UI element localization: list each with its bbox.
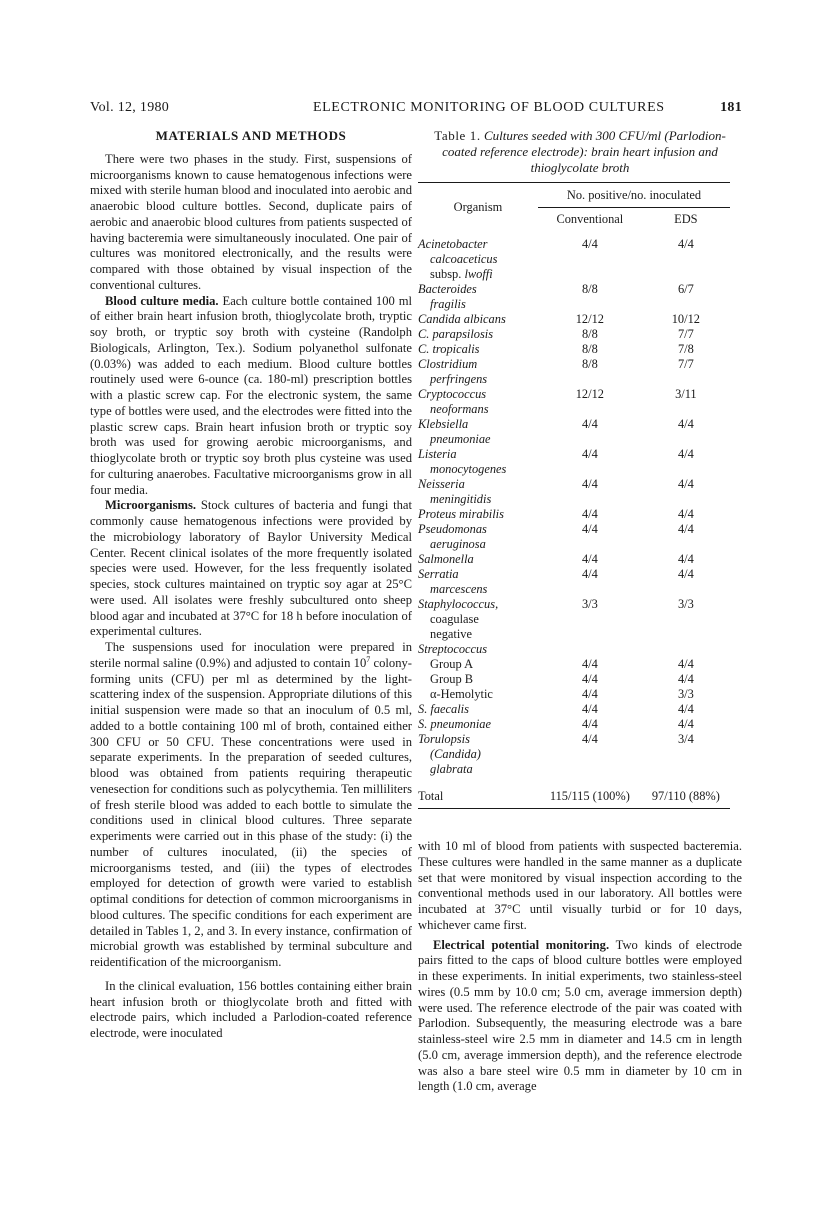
table-row	[418, 657, 730, 672]
conventional-cell: 4/4	[581, 237, 598, 251]
table-row	[418, 342, 730, 357]
conventional-cell: 4/4	[581, 567, 598, 581]
table-row	[418, 447, 730, 477]
organism-name-continued: marcescens	[430, 582, 488, 596]
organism-name: Candida albicans	[418, 312, 506, 326]
organism-name: Pseudomonas	[418, 522, 487, 536]
eds-cell: 7/8	[677, 342, 694, 356]
conventional-cell: 4/4	[581, 507, 598, 521]
media-text: Each culture bottle contained 100 ml of either brain heart infusion broth, thioglycolate broth, tryptic soy broth, or tryptic soy broth with cysteine (Randolph Biologicals, Arlington, Tex.). Sodium polyanethol sulfonate (0.03%) was added to each medium. Blood culture bottles routinely used were 6-ounce (ca. 180-ml) prescription bottles with a plastic screw cap. For the electronic system, the same type of bottles were used, and the electrodes were fitted into the plastic screw caps. Brain heart infusion broth or tryptic soy broth was used for growing aerobic microorganisms, and thioglycolate broth or tryptic soy broth plus cysteine was used for culturing anaerobes. Facultative microorganisms grow in all four media.	[90, 293, 412, 497]
conventional-header: Conventional	[556, 212, 624, 226]
organism-name: Cryptococcus	[418, 387, 487, 401]
left-column	[90, 128, 412, 1042]
eds-cell: 3/11	[675, 387, 697, 401]
media-paragraph	[90, 294, 412, 499]
eds-cell: 4/4	[677, 417, 694, 431]
eds-cell: 4/4	[677, 507, 694, 521]
organism-name-continued: (Candida)	[430, 747, 481, 761]
table-row	[418, 327, 730, 342]
eds-cell	[642, 642, 730, 657]
total-conventional: 115/115 (100%)	[538, 777, 642, 809]
organism-name-continued: neoformans	[430, 402, 489, 416]
table-row	[418, 642, 730, 657]
organism-name: Streptococcus	[418, 642, 488, 656]
conventional-cell	[538, 642, 642, 657]
media-runin-heading: Blood culture media.	[105, 293, 219, 308]
conventional-cell: 4/4	[581, 447, 598, 461]
eds-cell: 4/4	[677, 522, 694, 536]
micro-text: Stock cultures of bacteria and fungi that commonly cause hematogenous infections were provided by the microbiology laboratory of Baylor University Medical Center. Recent clinical isolates of the more frequently isolated species were used. However, for the less frequently isolated species, stock cultures maintained on tryptic soy agar at 25°C were used. All isolates were freshly subcultured onto sheep blood agar and incubated at 37°C for 18 h before inoculation of experimental cultures.	[90, 498, 412, 639]
organism-name-continued: pneumoniae	[430, 432, 491, 446]
conventional-cell: 4/4	[581, 717, 598, 731]
organism-cell	[418, 597, 538, 642]
organism-name-continued: glabrata	[430, 762, 473, 776]
organism-cell	[418, 447, 538, 477]
subspecies-line	[418, 267, 538, 282]
organism-cell	[418, 552, 538, 567]
data-table	[418, 182, 730, 809]
exponent: 7	[366, 654, 371, 664]
conventional-cell: 4/4	[581, 522, 598, 536]
organism-name: Serratia	[418, 567, 459, 581]
organism-cell	[418, 312, 538, 327]
suspension-text-b: colony-forming units (CFU) per ml as determined by the light-scattering index of the suspension. Appropriate dilutions of this initial suspension were made so that an inoculum of 0.5 ml, added to a bottle containing 100 ml of broth, contained either 300 CFU or 50 CFU. These concentrations were used in separate experiments. In the preparation of seeded cultures, blood was obtained from patients requiring therapeutic venesection for conditions such as polycythemia. Ten milliliters of fresh sterile blood was added to each bottle to simulate the conditions used in clinical blood cultures. Three separate experiments were carried out in this phase of the study: (i) the number of cultures inoculated, (ii) the species of microorganisms tested, and (iii) the types of electrodes employed for detection of growth were varied to establish optimal conditions for detection of common microorganisms in blood cultures. The specific conditions for each experiment are detailed in Tables 1, 2, and 3. In every instance, confirmation of microbial growth was established by terminal subculture and reidentification of the microorganism.	[90, 655, 412, 969]
suspension-text-a: The suspensions used for inoculation were prepared in sterile normal saline (0.9%) and adjusted to contain 10	[90, 640, 412, 670]
organism-descriptor: coagulase	[430, 612, 479, 626]
organism-cell	[418, 477, 538, 507]
conventional-cell: 4/4	[581, 657, 598, 671]
eds-cell: 4/4	[677, 447, 694, 461]
table-row	[418, 357, 730, 387]
organism-cell	[418, 357, 538, 387]
organism-name: Staphylococcus,	[418, 597, 499, 611]
micro-runin-heading: Microorganisms.	[105, 498, 197, 513]
organism-name: Torulopsis	[418, 732, 470, 746]
total-label: Total	[418, 777, 538, 809]
organism-name: Listeria	[418, 447, 457, 461]
conventional-cell: 4/4	[581, 552, 598, 566]
organism-name: Salmonella	[418, 552, 474, 566]
page-number: 181	[720, 100, 742, 115]
organism-name-continued: calcoaceticus	[430, 252, 498, 266]
organism-name-continued: monocytogenes	[430, 462, 507, 476]
section-heading: MATERIALS AND METHODS	[155, 128, 347, 143]
eds-cell: 4/4	[677, 657, 694, 671]
conventional-cell: 8/8	[581, 327, 598, 341]
eds-cell: 3/3	[677, 687, 694, 701]
right-column	[418, 128, 742, 1095]
eds-cell: 7/7	[677, 357, 694, 371]
table-row	[418, 507, 730, 522]
eds-cell: 7/7	[677, 327, 694, 341]
total-row	[418, 777, 730, 809]
organism-cell	[418, 327, 538, 342]
eds-cell: 4/4	[677, 477, 694, 491]
organism-cell: α-Hemolytic	[430, 687, 493, 701]
conventional-cell: 4/4	[581, 732, 598, 746]
conventional-cell: 3/3	[581, 597, 598, 611]
conventional-cell: 4/4	[581, 672, 598, 686]
electrical-text: Two kinds of electrode pairs fitted to the caps of blood culture bottles were employed in these experiments. In initial experiments, two stainless-steel wires (0.5 mm by 10.0 cm; 5.0 cm, average immersion depth) were used. The reference electrode of the pair was coated with Parlodion. Subsequently, the measuring electrode was a bare stainless-steel wire 2.5 mm in diameter and 14.5 cm in length (5.0 cm, average immersion depth), and the reference electrode was also a bare steel wire 0.5 mm in diameter by 10 cm in length (1.0 cm, average	[418, 937, 742, 1094]
organism-cell: Group B	[430, 672, 474, 686]
organism-cell	[418, 387, 538, 417]
eds-cell: 4/4	[677, 717, 694, 731]
table-row	[418, 231, 730, 282]
conventional-cell: 8/8	[581, 282, 598, 296]
table-row	[418, 312, 730, 327]
organism-name: C. tropicalis	[418, 342, 480, 356]
eds-cell: 3/4	[677, 732, 694, 746]
organism-cell	[418, 717, 538, 732]
organism-name: S. pneumoniae	[418, 717, 491, 731]
table-row	[418, 717, 730, 732]
conventional-cell: 4/4	[581, 417, 598, 431]
running-title: ELECTRONIC MONITORING OF BLOOD CULTURES	[313, 100, 665, 115]
organism-cell: Group A	[430, 657, 474, 671]
subspecies-name: lwoffi	[464, 267, 493, 281]
eds-cell: 3/3	[677, 597, 694, 611]
conventional-cell: 4/4	[581, 477, 598, 491]
eds-header: EDS	[674, 212, 698, 226]
conventional-cell: 12/12	[575, 387, 604, 401]
table-row	[418, 552, 730, 567]
clinical-paragraph: In the clinical evaluation, 156 bottles containing either brain heart infusion broth or thioglycolate broth and fitted with electrode pairs, which included a Parlodion-coated reference electrode, were inoculated	[90, 978, 412, 1040]
eds-cell: 6/7	[677, 282, 694, 296]
eds-cell: 10/12	[671, 312, 700, 326]
total-eds: 97/110 (88%)	[642, 777, 730, 809]
organism-cell	[418, 642, 538, 657]
table-body	[418, 231, 730, 777]
table-row	[418, 687, 730, 702]
conventional-cell: 4/4	[581, 687, 598, 701]
microorganisms-paragraph	[90, 498, 412, 640]
volume-year: Vol. 12, 1980	[90, 100, 170, 115]
table-row	[418, 477, 730, 507]
organism-header: Organism	[453, 199, 503, 214]
organism-cell	[418, 522, 538, 552]
organism-cell	[418, 567, 538, 597]
table-row	[418, 732, 730, 777]
eds-cell: 4/4	[677, 702, 694, 716]
conventional-cell: 8/8	[581, 357, 598, 371]
organism-name: Clostridium	[418, 357, 478, 371]
organism-name: Neisseria	[418, 477, 465, 491]
table-row	[418, 387, 730, 417]
organism-name-continued: meningitidis	[430, 492, 492, 506]
organism-cell	[418, 507, 538, 522]
eds-cell: 4/4	[677, 237, 694, 251]
organism-name: Proteus mirabilis	[418, 507, 504, 521]
table-row	[418, 567, 730, 597]
eds-cell: 4/4	[677, 672, 694, 686]
organism-cell	[418, 231, 538, 282]
table-row	[418, 282, 730, 312]
group-header: No. positive/no. inoculated	[538, 183, 730, 208]
organism-cell	[418, 282, 538, 312]
suspension-paragraph	[90, 640, 412, 971]
table-row	[418, 417, 730, 447]
electrical-paragraph	[418, 938, 742, 1096]
organism-name: S. faecalis	[418, 702, 469, 716]
electrical-runin-heading: Electrical potential monitoring.	[433, 937, 610, 952]
subspecies-prefix: subsp.	[430, 267, 465, 281]
running-head	[90, 100, 742, 120]
organism-name-continued: aeruginosa	[430, 537, 486, 551]
conventional-cell: 8/8	[581, 342, 598, 356]
organism-name: Bacteroides	[418, 282, 477, 296]
table-row	[418, 522, 730, 552]
table-caption	[418, 128, 742, 176]
intro-paragraph: There were two phases in the study. First, suspensions of microorganisms known to cause hematogenous infections were mixed with sterile human blood and inoculated into aerobic and anaerobic blood culture bottles. Second, duplicate pairs of aerobic and anaerobic blood cultures from patients suspected of having bacteremia were simultaneously inoculated. One pair of cultures was monitored electronically, and the results were compared with those obtained by visual inspection of the conventional cultures.	[90, 151, 412, 292]
organism-name: Klebsiella	[418, 417, 469, 431]
organism-cell	[418, 342, 538, 357]
organism-name: C. parapsilosis	[418, 327, 494, 341]
organism-name-continued: perfringens	[430, 372, 488, 386]
table-row	[418, 672, 730, 687]
table-row	[418, 597, 730, 642]
conventional-cell: 12/12	[575, 312, 604, 326]
continuation-paragraph: with 10 ml of blood from patients with suspected bacteremia. These cultures were handled in the same manner as a duplicate set that were monitored by visual inspection according to the conventional methods used in our laboratory. All bottles were incubated at 37°C until visually turbid or for 10 days, whichever came first.	[418, 839, 742, 932]
conventional-cell: 4/4	[581, 702, 598, 716]
table-label: Table 1.	[434, 128, 481, 143]
organism-name: Acinetobacter	[418, 237, 488, 251]
table-row	[418, 702, 730, 717]
organism-name-continued: fragilis	[430, 297, 466, 311]
organism-cell	[418, 732, 538, 777]
right-text	[418, 839, 742, 1095]
eds-cell: 4/4	[677, 552, 694, 566]
organism-descriptor: negative	[430, 627, 472, 641]
eds-cell: 4/4	[677, 567, 694, 581]
organism-cell	[418, 702, 538, 717]
table-caption-text: Cultures seeded with 300 CFU/ml (Parlodion-coated reference electrode): brain heart infusion and thioglycolate broth	[442, 128, 726, 175]
organism-cell	[418, 417, 538, 447]
